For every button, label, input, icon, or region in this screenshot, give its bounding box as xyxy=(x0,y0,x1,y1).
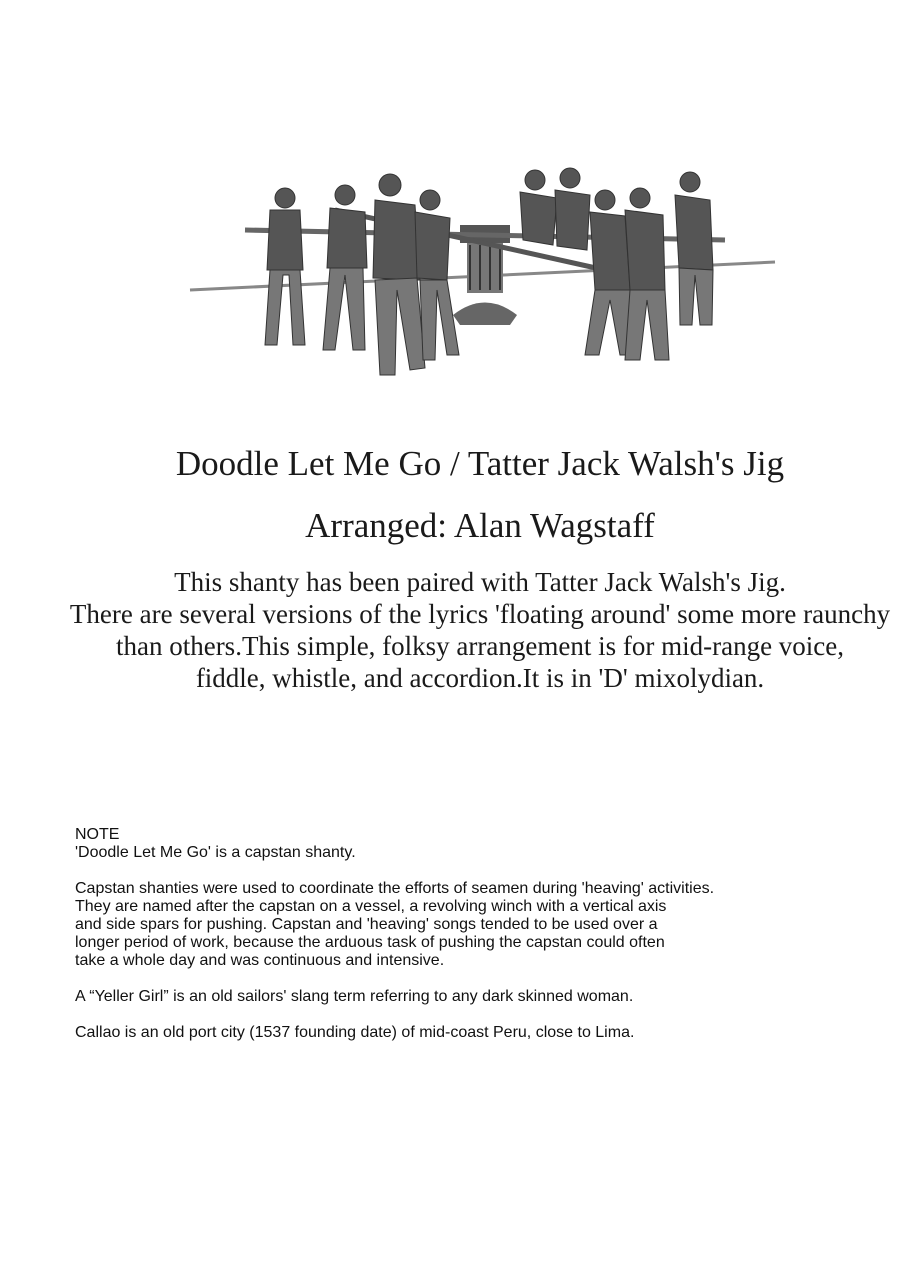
notes-section xyxy=(75,826,855,1042)
capstan-line: and side spars for pushing. Capstan and 'heaving' songs tended to be used over a xyxy=(75,916,658,933)
capstan-line: longer period of work, because the arduous task of pushing the capstan could often xyxy=(75,934,665,951)
yeller-girl-note: A “Yeller Girl” is an old sailors' slang term referring to any dark skinned woman. xyxy=(75,988,634,1005)
capstan-line: They are named after the capstan on a vessel, a revolving winch with a vertical axis xyxy=(75,898,667,915)
notes-heading: NOTE xyxy=(75,826,120,843)
intro-line: This shanty has been paired with Tatter Jack Walsh's Jig. xyxy=(174,567,786,597)
page-title: Doodle Let Me Go / Tatter Jack Walsh's Jig xyxy=(175,444,785,483)
intro-line: than others.This simple, folksy arrangement is for mid-range voice, xyxy=(115,631,845,661)
capstan-line: Capstan shanties were used to coordinate the efforts of seamen during 'heaving' activities. xyxy=(75,880,715,897)
capstan-illustration xyxy=(185,150,780,395)
intro-line: fiddle, whistle, and accordion.It is in 'D' mixolydian. xyxy=(195,663,765,693)
callao-note: Callao is an old port city (1537 founding date) of mid-coast Peru, close to Lima. xyxy=(75,1024,635,1041)
notes-line: 'Doodle Let Me Go' is a capstan shanty. xyxy=(75,844,356,861)
intro-line: There are several versions of the lyrics 'floating around' some more raunchy xyxy=(69,599,891,629)
capstan-line: take a whole day and was continuous and intensive. xyxy=(75,952,445,969)
sailors-at-capstan-image xyxy=(185,150,780,395)
capstan-paragraph xyxy=(75,880,855,970)
intro-paragraph xyxy=(60,566,900,694)
arranger-credit: Arranged: Alan Wagstaff xyxy=(305,506,655,545)
